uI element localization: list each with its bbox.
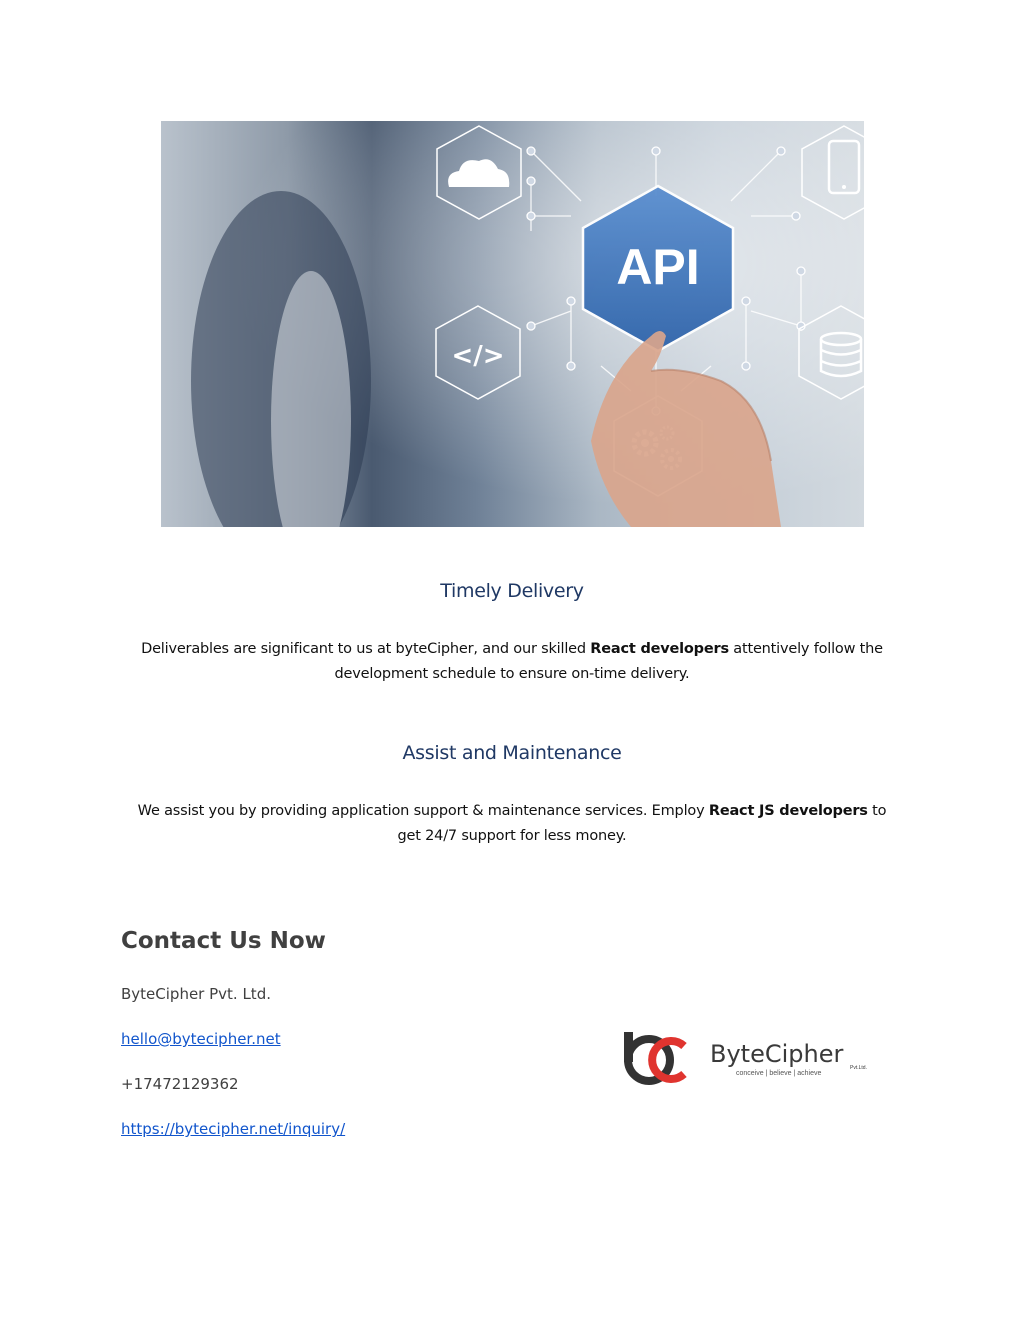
inquiry-link[interactable]: https://bytecipher.net/inquiry/ (121, 1120, 346, 1138)
api-network-illustration (161, 121, 864, 527)
section-title-timely-delivery: Timely Delivery (440, 580, 584, 602)
code-label: </> (451, 341, 505, 371)
paragraph-assist-maintenance (112, 799, 912, 849)
text-run: to (867, 803, 887, 819)
logo-suffix: Pvt.Ltd. (850, 1065, 867, 1071)
text-run: attentively follow the (728, 641, 883, 657)
bold-text: React developers (590, 641, 729, 657)
paragraph-line: get 24/7 support for less money. (397, 828, 627, 844)
logo-mark: bc (622, 1032, 624, 1033)
hero-image (161, 121, 864, 527)
paragraph-timely-delivery (112, 637, 912, 687)
paragraph-line (112, 799, 912, 824)
company-name: ByteCipher Pvt. Ltd. (121, 985, 271, 1003)
paragraph-line: development schedule to ensure on-time delivery. (334, 666, 690, 682)
api-label: API (616, 239, 700, 295)
phone-number: +17472129362 (121, 1075, 239, 1093)
contact-heading: Contact Us Now (121, 928, 326, 954)
section-title-assist-maintenance: Assist and Maintenance (402, 742, 622, 764)
email-link[interactable]: hello@bytecipher.net (121, 1030, 281, 1048)
logo-name: ByteCipher (710, 1040, 844, 1068)
bold-text: React JS developers (708, 803, 868, 819)
text-run: We assist you by providing application support & maintenance services. Employ (137, 803, 709, 819)
bytecipher-logo (622, 1032, 872, 1087)
text-run: Deliverables are significant to us at byteCipher, and our skilled (141, 641, 591, 657)
paragraph-line (112, 637, 912, 662)
logo-tagline: conceive | believe | achieve (736, 1070, 822, 1077)
